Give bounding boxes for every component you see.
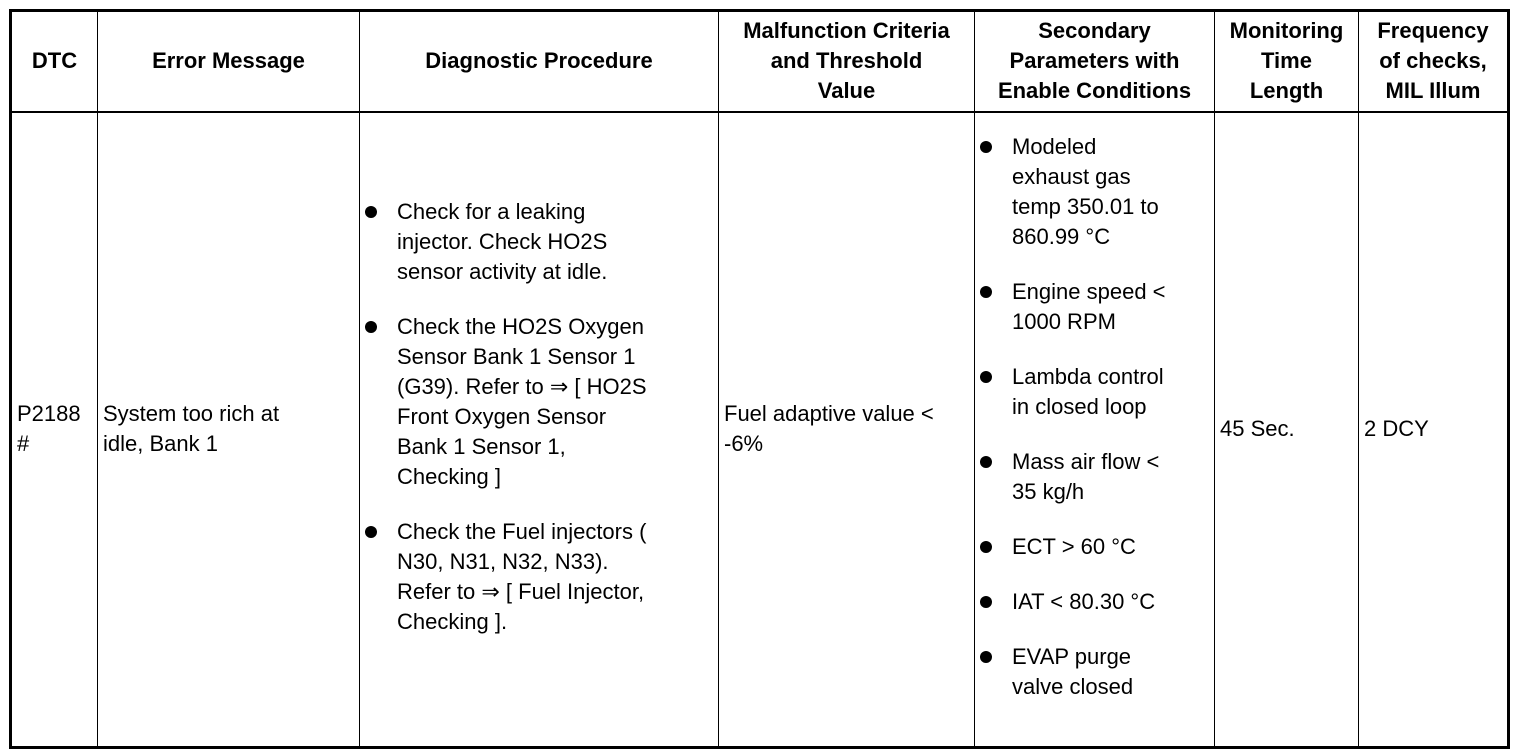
monitoring-time-cell: 45 Sec. <box>1215 112 1359 748</box>
header-dtc: DTC <box>11 11 98 112</box>
table-row <box>11 112 1509 748</box>
bullet-icon <box>980 541 992 553</box>
frequency-cell: 2 DCY <box>1359 112 1509 748</box>
bullet-icon <box>980 651 992 663</box>
dtc-cell <box>11 112 98 748</box>
list-item: Mass air flow < 35 kg/h <box>980 447 1209 507</box>
parameters-list <box>980 132 1209 702</box>
bullet-icon <box>980 456 992 468</box>
error-message-cell: System too rich at idle, Bank 1 <box>98 112 360 748</box>
header-row <box>11 11 1509 112</box>
list-item: Lambda control in closed loop <box>980 362 1209 422</box>
bullet-icon <box>980 596 992 608</box>
header-frequency: Frequency of checks, MIL Illum <box>1359 11 1509 112</box>
bullet-icon <box>980 371 992 383</box>
criteria-cell: Fuel adaptive value < -6% <box>719 112 975 748</box>
diagnostic-table <box>9 9 1510 749</box>
parameters-cell <box>975 112 1215 748</box>
list-item: Check the HO2S Oxygen Sensor Bank 1 Sensor 1 (G39). Refer to ⇒ [ HO2S Front Oxygen Sensor Bank 1 Sensor 1, Checking ] <box>365 312 713 492</box>
list-item: Modeled exhaust gas temp 350.01 to 860.99 °C <box>980 132 1209 252</box>
list-item: EVAP purge valve closed <box>980 642 1209 702</box>
bullet-icon <box>365 526 377 538</box>
dtc-code: P2188 <box>17 401 81 427</box>
header-diagnostic-procedure: Diagnostic Procedure <box>360 11 719 112</box>
list-item: Engine speed < 1000 RPM <box>980 277 1209 337</box>
bullet-icon <box>365 321 377 333</box>
header-monitoring-time: Monitoring Time Length <box>1215 11 1359 112</box>
bullet-icon <box>980 141 992 153</box>
list-item: IAT < 80.30 °C <box>980 587 1209 617</box>
list-item: ECT > 60 °C <box>980 532 1209 562</box>
list-item: Check for a leaking injector. Check HO2S sensor activity at idle. <box>365 197 713 287</box>
header-malfunction-criteria: Malfunction Criteria and Threshold Value <box>719 11 975 112</box>
header-error-message: Error Message <box>98 11 360 112</box>
dtc-marker: # <box>17 431 30 457</box>
bullet-icon <box>365 206 377 218</box>
procedure-cell <box>360 112 719 748</box>
procedure-list <box>365 197 713 637</box>
list-item: Check the Fuel injectors ( N30, N31, N32, N33). Refer to ⇒ [ Fuel Injector, Checking ]. <box>365 517 713 637</box>
header-secondary-parameters: Secondary Parameters with Enable Conditions <box>975 11 1215 112</box>
bullet-icon <box>980 286 992 298</box>
